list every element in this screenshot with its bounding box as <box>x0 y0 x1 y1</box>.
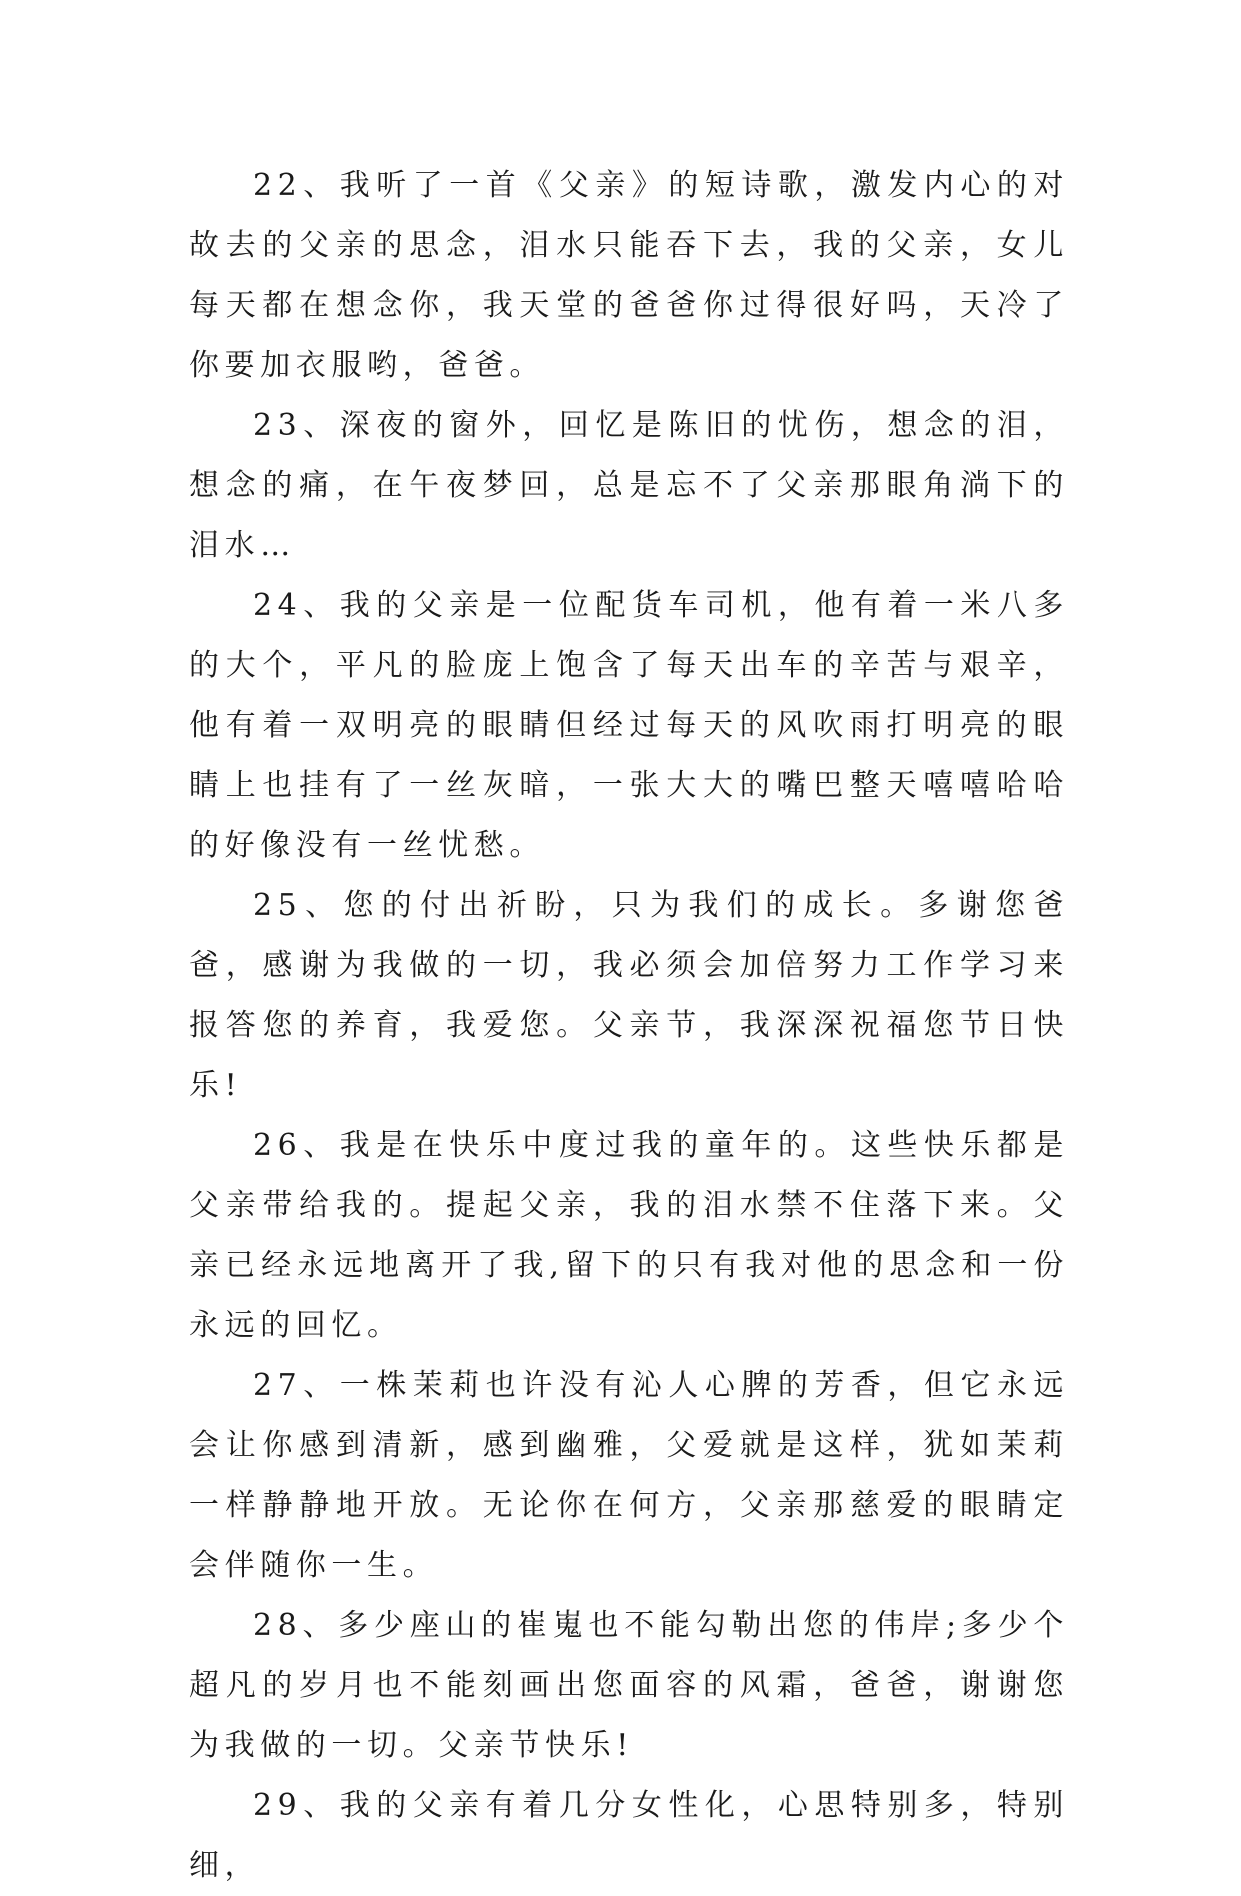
document-body <box>189 156 1069 1896</box>
paragraph-24: 24、我的父亲是一位配货车司机，他有着一米八多的大个，平凡的脸庞上饱含了每天出车的辛苦与艰辛，他有着一双明亮的眼睛但经过每天的风吹雨打明亮的眼睛上也挂有了一丝灰暗，一张大大的嘴巴整天嘻嘻哈哈的好像没有一丝忧愁。 <box>189 588 1069 863</box>
paragraph-23: 23、深夜的窗外，回忆是陈旧的忧伤，想念的泪，想念的痛，在午夜梦回，总是忘不了父亲那眼角淌下的泪水… <box>189 408 1069 563</box>
paragraph-29: 29、我的父亲有着几分女性化，心思特别多，特别细， <box>189 1788 1069 1883</box>
paragraph-28: 28、多少座山的崔嵬也不能勾勒出您的伟岸;多少个超凡的岁月也不能刻画出您面容的风霜，爸爸，谢谢您为我做的一切。父亲节快乐! <box>189 1608 1069 1763</box>
paragraph-25: 25、您的付出祈盼，只为我们的成长。多谢您爸爸，感谢为我做的一切，我必须会加倍努力工作学习来报答您的养育，我爱您。父亲节，我深深祝福您节日快乐! <box>189 888 1069 1103</box>
paragraph-22: 22、我听了一首《父亲》的短诗歌，激发内心的对故去的父亲的思念，泪水只能吞下去，我的父亲，女儿每天都在想念你，我天堂的爸爸你过得很好吗，天冷了你要加衣服哟，爸爸。 <box>189 168 1069 383</box>
paragraph-27: 27、一株茉莉也许没有沁人心脾的芳香，但它永远会让你感到清新，感到幽雅，父爱就是这样，犹如茉莉一样静静地开放。无论你在何方，父亲那慈爱的眼睛定会伴随你一生。 <box>189 1368 1069 1583</box>
paragraph-26: 26、我是在快乐中度过我的童年的。这些快乐都是父亲带给我的。提起父亲，我的泪水禁不住落下来。父亲已经永远地离开了我,留下的只有我对他的思念和一份永远的回忆。 <box>189 1128 1069 1343</box>
